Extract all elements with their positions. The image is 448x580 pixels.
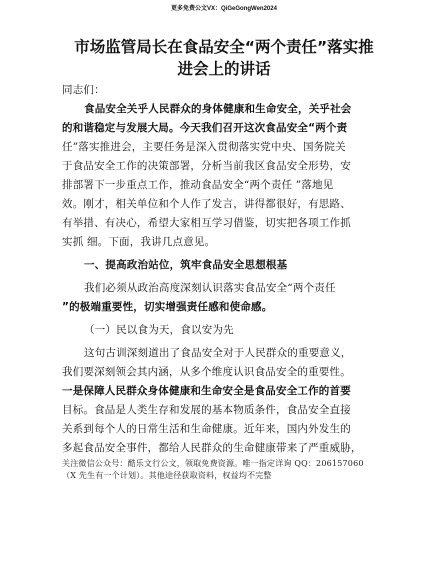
footer-note	[62, 458, 387, 482]
paragraph-political	[62, 279, 387, 317]
footer-line: 关注微信公众号：酷乐文行公文，领取免费资源。唯一指定详询 QQ：206157060	[62, 459, 364, 468]
paragraph-line: ”的极端重要性，切实增强责任感和使命感。	[62, 301, 273, 313]
paragraph-line: 有举措、有决心，希望大家相互学习借鉴，切实把各项工作抓	[62, 217, 351, 229]
greeting: 同志们：	[62, 84, 105, 96]
paragraph-line: 效。刚才，相关单位和个人作了发言，讲得都很好，有思路、	[62, 198, 351, 210]
title-line-1: 市场监管局长在食品安全“两个责任”落实推	[74, 38, 374, 56]
document-body	[62, 81, 387, 482]
paragraph-line: 这句古训深刻道出了食品安全对于人民群众的重要意义，	[84, 347, 352, 359]
title-line-2: 进会上的讲话	[177, 60, 271, 78]
paragraph-line: 一是保障人民群众身体健康和生命安全是食品安全工作的首要	[62, 385, 351, 397]
paragraph-line: 于食品安全工作的决策部署，分析当前我区食品安全形势，安	[62, 160, 351, 172]
subsection-heading-1: （一）民以食为天，食以安为先	[84, 324, 234, 336]
paragraph-line: 食品安全关乎人民群众的身体健康和生命安全，关乎社会	[84, 103, 352, 115]
paragraph-line: 多起食品安全事件，都给人民群众的生命健康带来了严重威胁，	[62, 442, 362, 454]
paragraph-line: 任”落实推进会，主要任务是深入贯彻落实党中央、国务院关	[62, 141, 346, 153]
paragraph-line: 我们要深刻领会其内涵，从多个维度认识食品安全的重要性。	[62, 366, 351, 378]
paragraph-line: 的和谐稳定与发展大局。今天我们召开这次食品安全“两个责	[62, 122, 348, 134]
footer-line: （X 先生有一个计划）。其他途径获取资料，权益均不完整	[62, 471, 272, 480]
paragraph-line: 我们必须从政治高度深刻认识落实食品安全“两个责任	[84, 282, 336, 294]
paragraph-food-safety	[62, 344, 387, 458]
header-note: 更多免费公文VX：QiGeGongWen2024	[171, 6, 277, 12]
paragraph-line: 实抓 细。下面，我讲几点意见。	[62, 236, 216, 248]
document-title	[60, 36, 388, 80]
paragraph-line: 关系到每个人的日常生活和生命健康。近年来，国内外发生的	[62, 423, 351, 435]
section-heading-1: 一、提高政治站位，筑牢食品安全思想根基	[84, 259, 288, 271]
paragraph-line: 目标。食品是人类生存和发展的基本物质条件，食品安全直接	[62, 404, 351, 416]
paragraph-line: 排部署下一步重点工作，推动食品安全“两个责任 ”落地见	[62, 179, 334, 191]
paragraph-intro	[62, 100, 387, 252]
